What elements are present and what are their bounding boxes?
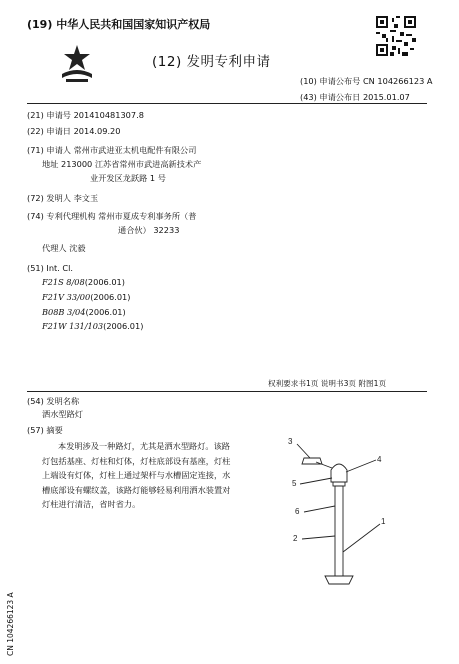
invention-title: 洒水型路灯 — [42, 409, 83, 419]
qr-code-icon — [376, 16, 416, 56]
lamp-base — [325, 576, 353, 584]
applicant-value: 常州市武进亚太机电配件有限公司 — [73, 145, 197, 155]
ipc-entry — [42, 307, 126, 317]
ipc-label: (51) Int. Cl. — [27, 263, 74, 273]
abstract-text: 本发明涉及一种路灯，尤其是洒水型路灯。该路灯包括基座、灯柱和灯体，灯柱底部设有基座，灯柱上端设有灯体，灯柱上通过架杆与水槽固定连接，水槽底部设有螺纹盖，该路灯能够轻易利用洒水装置对灯柱进行清洁，省时省力。 — [42, 441, 231, 510]
application-date-value: 2014.09.20 — [73, 126, 121, 136]
issuing-office: (19) 中华人民共和国国家知识产权局 — [27, 18, 211, 31]
inventor — [27, 193, 98, 203]
applicant — [27, 145, 196, 155]
inventor-value: 李文玉 — [73, 193, 99, 203]
ipc-entry — [42, 321, 143, 331]
street-lamp-drawing — [280, 432, 400, 592]
ipc-version: (2006.01) — [90, 292, 131, 302]
ipc-version: (2006.01) — [85, 307, 126, 317]
invention-title-label: (54) 发明名称 — [27, 396, 80, 406]
page-counts: 权利要求书1页 说明书3页 附图1页 — [268, 379, 387, 388]
ipc-code: B08B 3/04 — [42, 307, 86, 317]
drawing-label: 4 — [377, 455, 382, 464]
publication-date-label: (43) 申请公布日 — [300, 92, 361, 102]
cnipa-emblem-icon — [60, 44, 94, 84]
counts-divider — [27, 391, 427, 392]
ipc-code: F21V 33/00 — [42, 292, 91, 302]
publication-number-value: CN 104266123 A — [362, 76, 433, 86]
water-tank — [331, 464, 347, 482]
patent-agency-line1: 常州市夏成专利事务所（普 — [98, 211, 197, 221]
abstract-label: (57) 摘要 — [27, 425, 63, 435]
publication-number-label: (10) 申请公布号 — [300, 76, 361, 86]
drawing-label: 2 — [293, 534, 298, 543]
publication-number — [300, 76, 433, 86]
address-label: 地址 — [42, 159, 59, 169]
application-date — [27, 126, 120, 136]
patent-agency — [27, 211, 196, 221]
publication-date — [300, 92, 410, 102]
drawing-label: 1 — [381, 517, 386, 526]
publication-date-value: 2015.01.07 — [362, 92, 410, 102]
ipc-version: (2006.01) — [103, 321, 144, 331]
drawing-label: 5 — [292, 479, 297, 488]
application-date-label: (22) 申请日 — [27, 126, 71, 136]
support-arm — [316, 462, 332, 468]
application-number-value: 201410481307.8 — [73, 110, 144, 120]
lamp-pole — [335, 486, 343, 576]
thread-cover — [333, 482, 345, 486]
patent-agency-label: (74) 专利代理机构 — [27, 211, 96, 221]
inventor-label: (72) 发明人 — [27, 193, 71, 203]
address — [42, 159, 201, 169]
patent-agency-line2: 通合伙） 32233 — [118, 225, 180, 235]
document-type-title: (12) 发明专利申请 — [152, 54, 271, 70]
agent-value: 沈毅 — [69, 243, 86, 253]
applicant-label: (71) 申请人 — [27, 145, 71, 155]
agent-label: 代理人 — [42, 243, 67, 253]
drawing-label: 6 — [295, 507, 300, 516]
header-divider — [27, 103, 427, 104]
address-line1: 213000 江苏省常州市武进高新技术产 — [61, 159, 202, 169]
ipc-version: (2006.01) — [84, 277, 125, 287]
side-publication-number: CN 104266123 A — [6, 592, 15, 656]
application-number-label: (21) 申请号 — [27, 110, 71, 120]
ipc-entry — [42, 277, 125, 287]
drawing-label: 3 — [288, 437, 293, 446]
ipc-entry — [42, 292, 130, 302]
application-number — [27, 110, 144, 120]
address-line2: 业开发区龙跃路 1 号 — [90, 173, 166, 183]
ipc-code: F21S 8/08 — [42, 277, 85, 287]
agent — [42, 243, 86, 253]
ipc-code: F21W 131/103 — [42, 321, 104, 331]
